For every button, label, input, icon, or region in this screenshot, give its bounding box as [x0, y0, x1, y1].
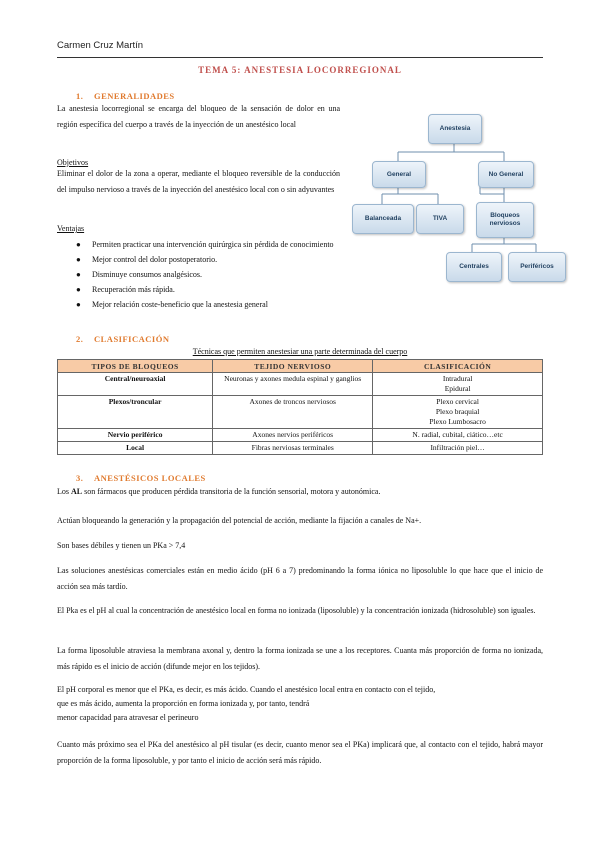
anestesicos-paragraph-6: La forma liposoluble atraviesa la membrana axonal y, dentro la forma ionizada se une a los receptores. Cuanta más proporción de forma no ionizada, más rápido es el inicio de acción (difunde mejor en los tejidos). — [57, 646, 543, 671]
cell-tipo: Central/neuroaxial — [58, 373, 213, 396]
node-general: General — [372, 161, 426, 188]
cell-clasificacion: Infiltración piel… — [373, 442, 543, 455]
cell-tejido: Neuronas y axones medula espinal y ganglios — [213, 373, 373, 396]
list-item: ● Mejor control del dolor postoperatorio. — [60, 252, 350, 267]
bullet-icon: ● — [76, 255, 81, 264]
node-bloqueos-nerviosos: Bloqueos nerviosos — [476, 202, 534, 238]
cell-tejido: Axones nervios periféricos — [213, 429, 373, 442]
node-perifericos: Periféricos — [508, 252, 566, 282]
column-header: CLASIFICACIÓN — [373, 360, 543, 373]
table-row — [58, 396, 543, 429]
classification-table — [57, 359, 543, 455]
anestesicos-paragraph-3: Son bases débiles y tienen un PKa > 7,4 — [57, 541, 186, 550]
anestesicos-paragraph-5: El Pka es el pH al cual la concentración de anestésico local en forma no ionizada (liposoluble) y la concentración ionizada (hidrosoluble) son iguales. — [57, 606, 536, 615]
bullet-icon: ● — [76, 240, 81, 249]
anestesicos-paragraph-2: Actúan bloqueando la generación y la propagación del potencial de acción, mediante la fijación a canales de Na+. — [57, 516, 422, 525]
bullet-icon: ● — [76, 300, 81, 309]
bullet-icon: ● — [76, 285, 81, 294]
objetivos-heading: Objetivos — [57, 158, 89, 167]
cell-tipo: Plexos/troncular — [58, 396, 213, 429]
bullet-icon: ● — [76, 270, 81, 279]
list-item: ● Permiten practicar una intervención quirúrgica sin pérdida de conocimiento — [60, 237, 350, 252]
ventajas-heading: Ventajas — [57, 224, 85, 233]
author-name: Carmen Cruz Martín — [57, 40, 144, 51]
anestesicos-paragraph-8: Cuanto más próximo sea el PKa del anestésico al pH tisular (es decir, cuanto menor sea el PKa) implicará que, al contacto con el tejido, habrá mayor proporción de la forma liposoluble, y por tanto el inicio de acción será más rápido. — [57, 740, 543, 765]
cell-tipo: Local — [58, 442, 213, 455]
table-header-row — [58, 360, 543, 373]
table-row — [58, 442, 543, 455]
table-caption: Técnicas que permiten anestesiar una parte determinada del cuerpo — [192, 347, 408, 356]
objetivos-paragraph: Eliminar el dolor de la zona a operar, mediante el bloqueo reversible de la conducción del impulso nervioso a través de la inyección del anestésico local con o sin adyuvantes — [57, 169, 340, 194]
header-divider — [57, 57, 543, 58]
cell-tipo: Nervio periférico — [58, 429, 213, 442]
node-tiva: TIVA — [416, 204, 464, 234]
cell-tejido: Axones de troncos nerviosos — [213, 396, 373, 429]
list-item: ● Recuperación más rápida. — [60, 282, 350, 297]
cell-clasificacion: Plexo cervical Plexo braquial Plexo Lumbosacro — [373, 396, 543, 429]
ventajas-list — [60, 237, 350, 312]
node-anestesia: Anestesia — [428, 114, 482, 144]
column-header: TIPOS DE BLOQUEOS — [58, 360, 213, 373]
column-header: TEJIDO NERVIOSO — [213, 360, 373, 373]
list-item: ● Disminuye consumos analgésicos. — [60, 267, 350, 282]
anestesicos-paragraph-7: El pH corporal es menor que el PKa, es decir, es más ácido. Cuando el anestésico local entra en contacto con el tejido, que es más ácido, aumenta la proporción en forma ionizada y, por tanto, tendrá menor capacidad para atravesar el perineuro — [57, 685, 436, 722]
anestesicos-paragraph-4: Las soluciones anestésicas comerciales están en medio ácido (pH 6 a 7) predominando la forma iónica no liposoluble lo que hace que el inicio de acción sea más tardío. — [57, 566, 543, 591]
document-title: TEMA 5: ANESTESIA LOCORREGIONAL — [198, 65, 402, 75]
anestesicos-paragraph-1: Los AL son fármacos que producen pérdida transitoria de la función sensorial, motora y autonómica. — [57, 487, 381, 496]
table-row — [58, 373, 543, 396]
section-heading-generalidades: 1. GENERALIDADES — [76, 91, 175, 101]
list-item: ● Mejor relación coste-beneficio que la anestesia general — [60, 297, 350, 312]
anesthesia-hierarchy-diagram — [348, 108, 570, 284]
section-heading-anestesicos-locales: 3. ANESTÉSICOS LOCALES — [76, 473, 206, 483]
table-row — [58, 429, 543, 442]
cell-clasificacion: N. radial, cubital, ciático…etc — [373, 429, 543, 442]
section-heading-clasificacion: 2. CLASIFICACIÓN — [76, 334, 170, 344]
cell-tejido: Fibras nerviosas terminales — [213, 442, 373, 455]
intro-paragraph: La anestesia locorregional se encarga del bloqueo de la sensación de dolor en una región específica del cuerpo a través de la inyección de un anestésico local — [57, 104, 340, 129]
node-balanceada: Balanceada — [352, 204, 414, 234]
cell-clasificacion: Intradural Epidural — [373, 373, 543, 396]
node-centrales: Centrales — [446, 252, 502, 282]
node-no-general: No General — [478, 161, 534, 188]
